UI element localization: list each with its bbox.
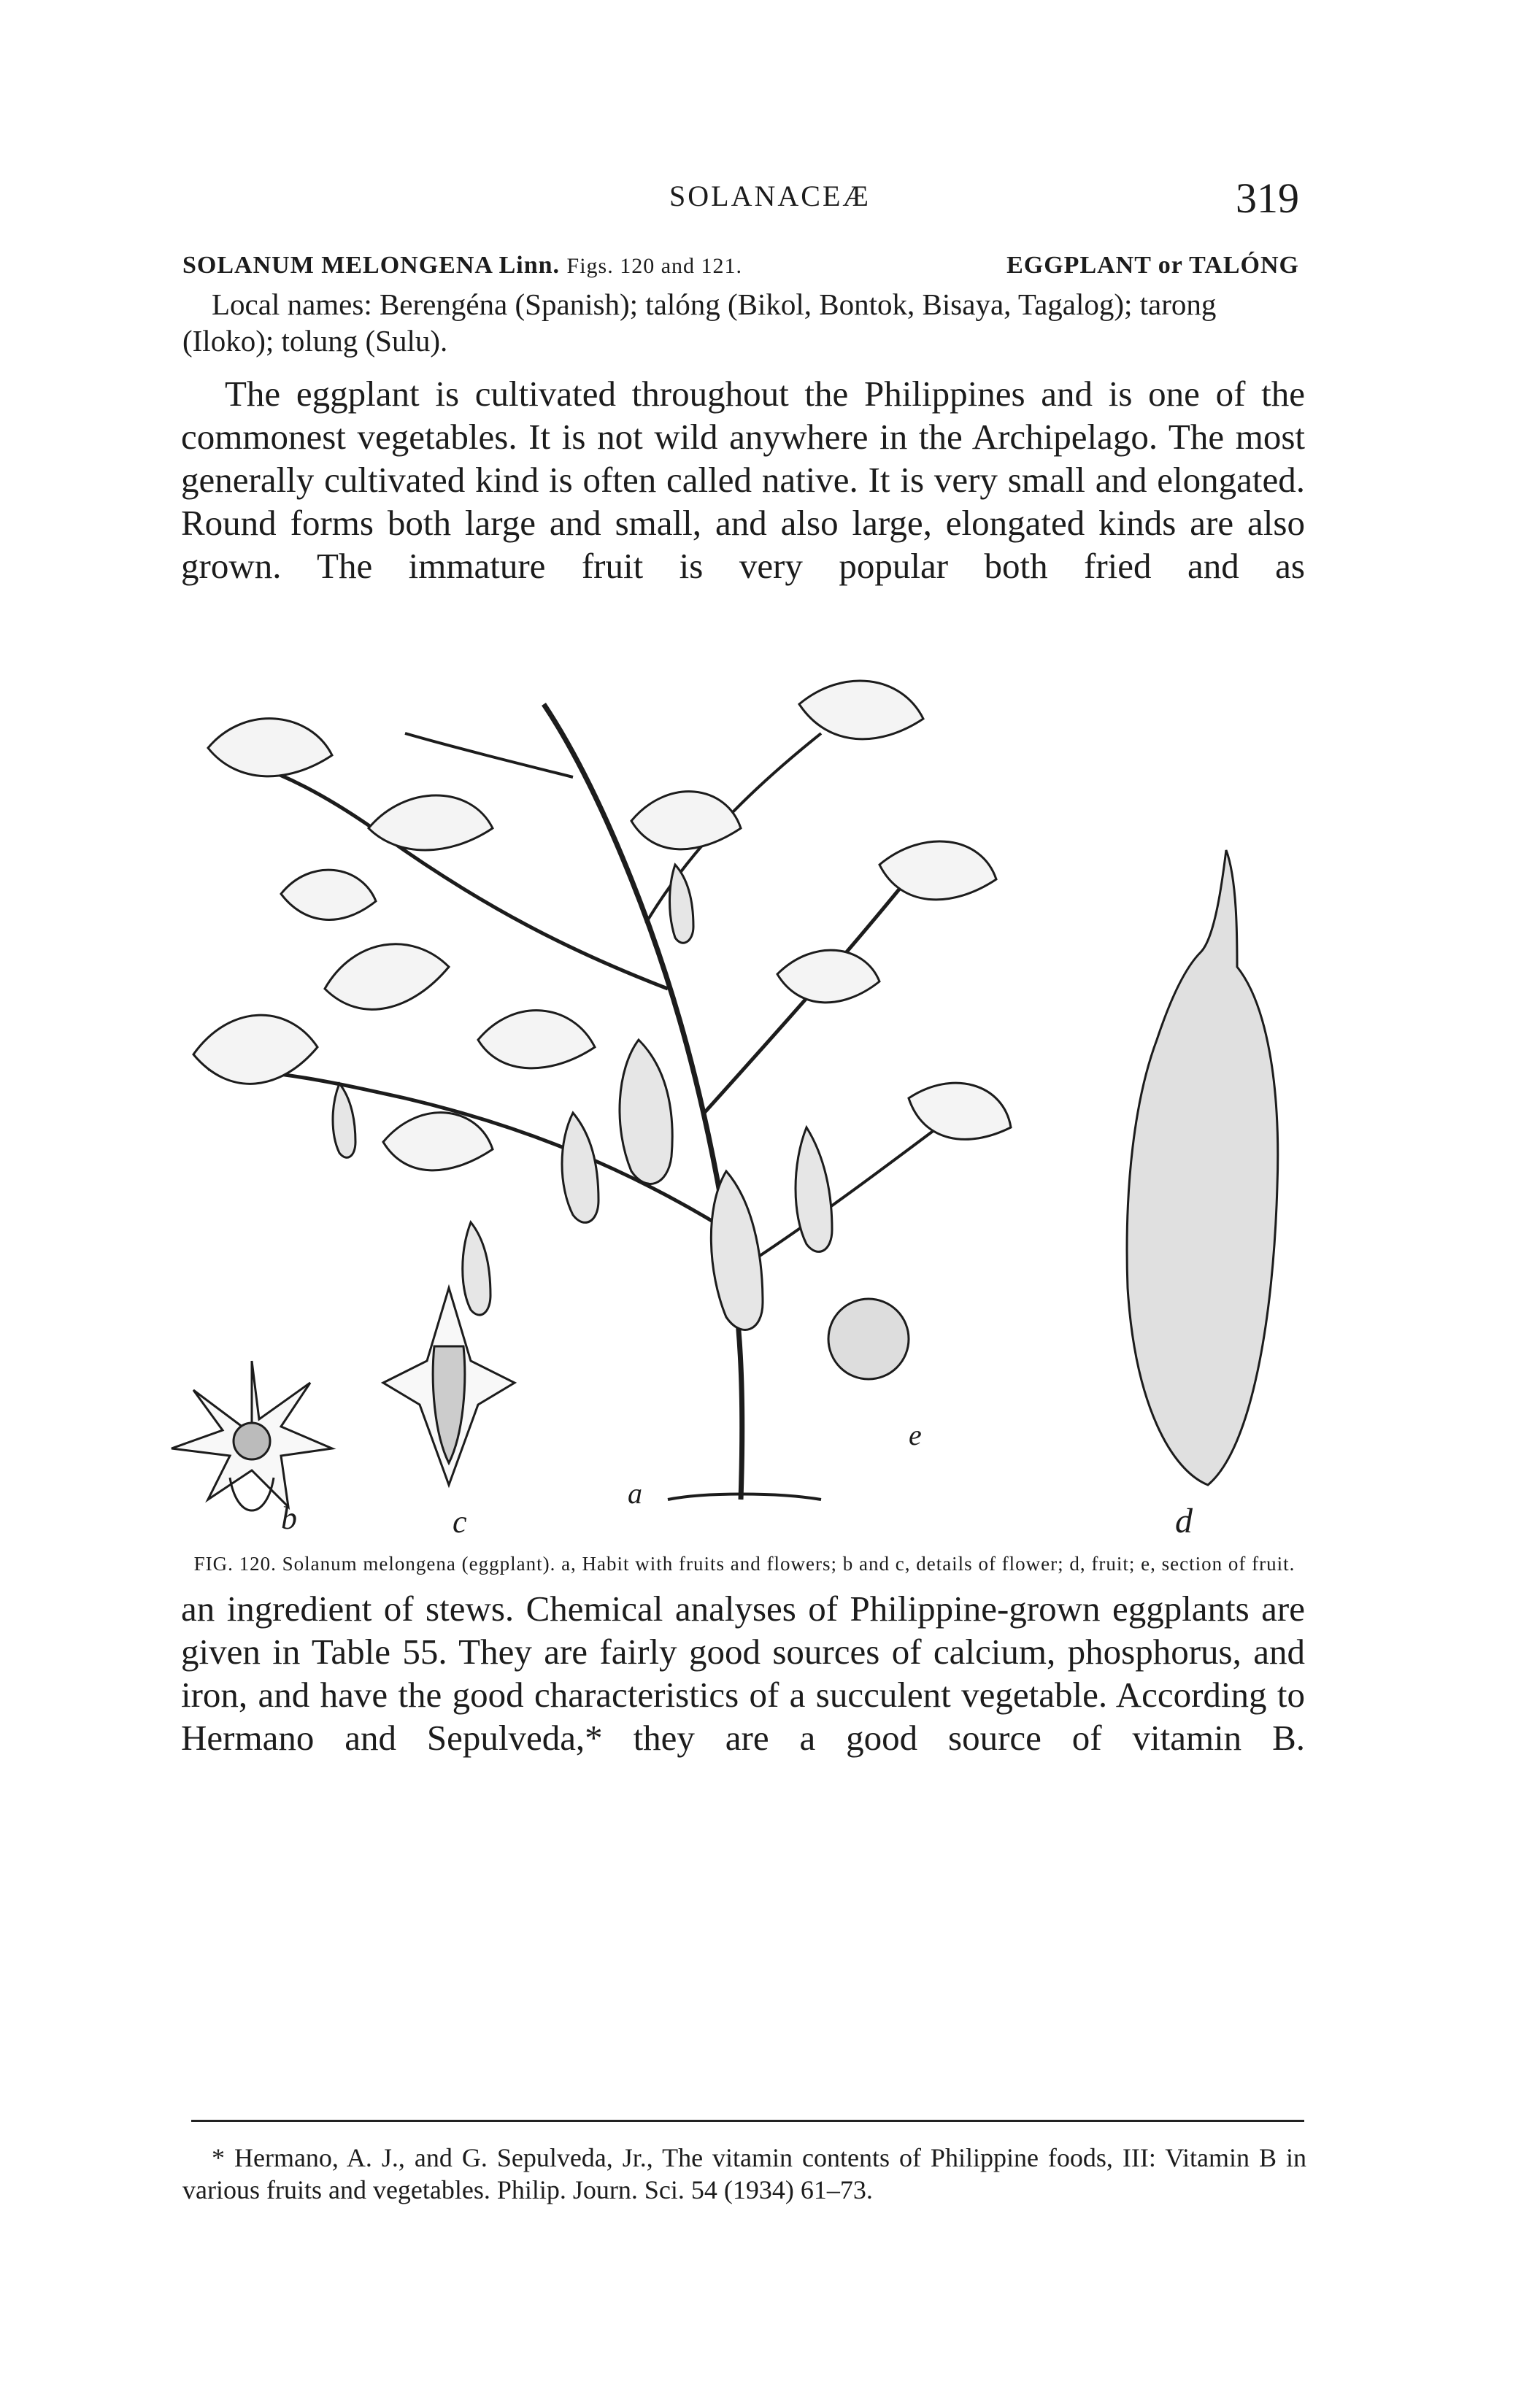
label-a: a <box>628 1477 642 1510</box>
local-names: Local names: Berengéna (Spanish); talóng (Bikol, Bontok, Bisaya, Tagalog); tarong (Iloko); tolung (Sulu). <box>182 288 1217 358</box>
label-b: b <box>281 1500 297 1536</box>
running-head: SOLANACEÆ <box>669 180 871 212</box>
footnote: * Hermano, A. J., and G. Sepulveda, Jr., The vitamin contents of Philippine foods, III: Vitamin B in various fruits and vegetables. Philip. Journ. Sci. 54 (1934) 61–73. <box>182 2143 1306 2204</box>
label-e: e <box>909 1419 922 1451</box>
paragraph-2: an ingredient of stews. Chemical analyses of Philippine-grown eggplants are given in Table 55. They are fairly good sources of calcium, phosphorus, and iron, and have the good characteristics of a succulent vegetable. According to Hermano and Sepulveda,* they are a good source of vitamin B. <box>181 1589 1305 1758</box>
species-name-block <box>182 252 742 279</box>
eggplant-illustration <box>164 660 1314 1543</box>
figure-reference: Figs. 120 and 121. <box>566 254 743 278</box>
page-number: 319 <box>1236 174 1299 222</box>
paragraph-1: The eggplant is cultivated throughout the Philippines and is one of the commonest vegetables. It is not wild anywhere in the Archipelago. The most generally cultivated kind is often called native. It is very small and elongated. Round forms both large and small, and also large, elongated kinds are also grown. The immature fruit is very popular both fried and as <box>181 374 1305 586</box>
common-name: EGGPLANT or TALÓNG <box>1006 252 1299 279</box>
species-heading <box>182 252 1299 279</box>
footnote-divider <box>191 2120 1304 2122</box>
figure-caption: FIG. 120. Solanum melongena (eggplant). a, Habit with fruits and flowers; b and c, details of flower; d, fruit; e, section of fruit. <box>193 1553 1295 1575</box>
species-name: SOLANUM MELONGENA Linn. <box>182 252 561 279</box>
label-d: d <box>1175 1502 1193 1540</box>
label-c: c <box>453 1504 467 1540</box>
